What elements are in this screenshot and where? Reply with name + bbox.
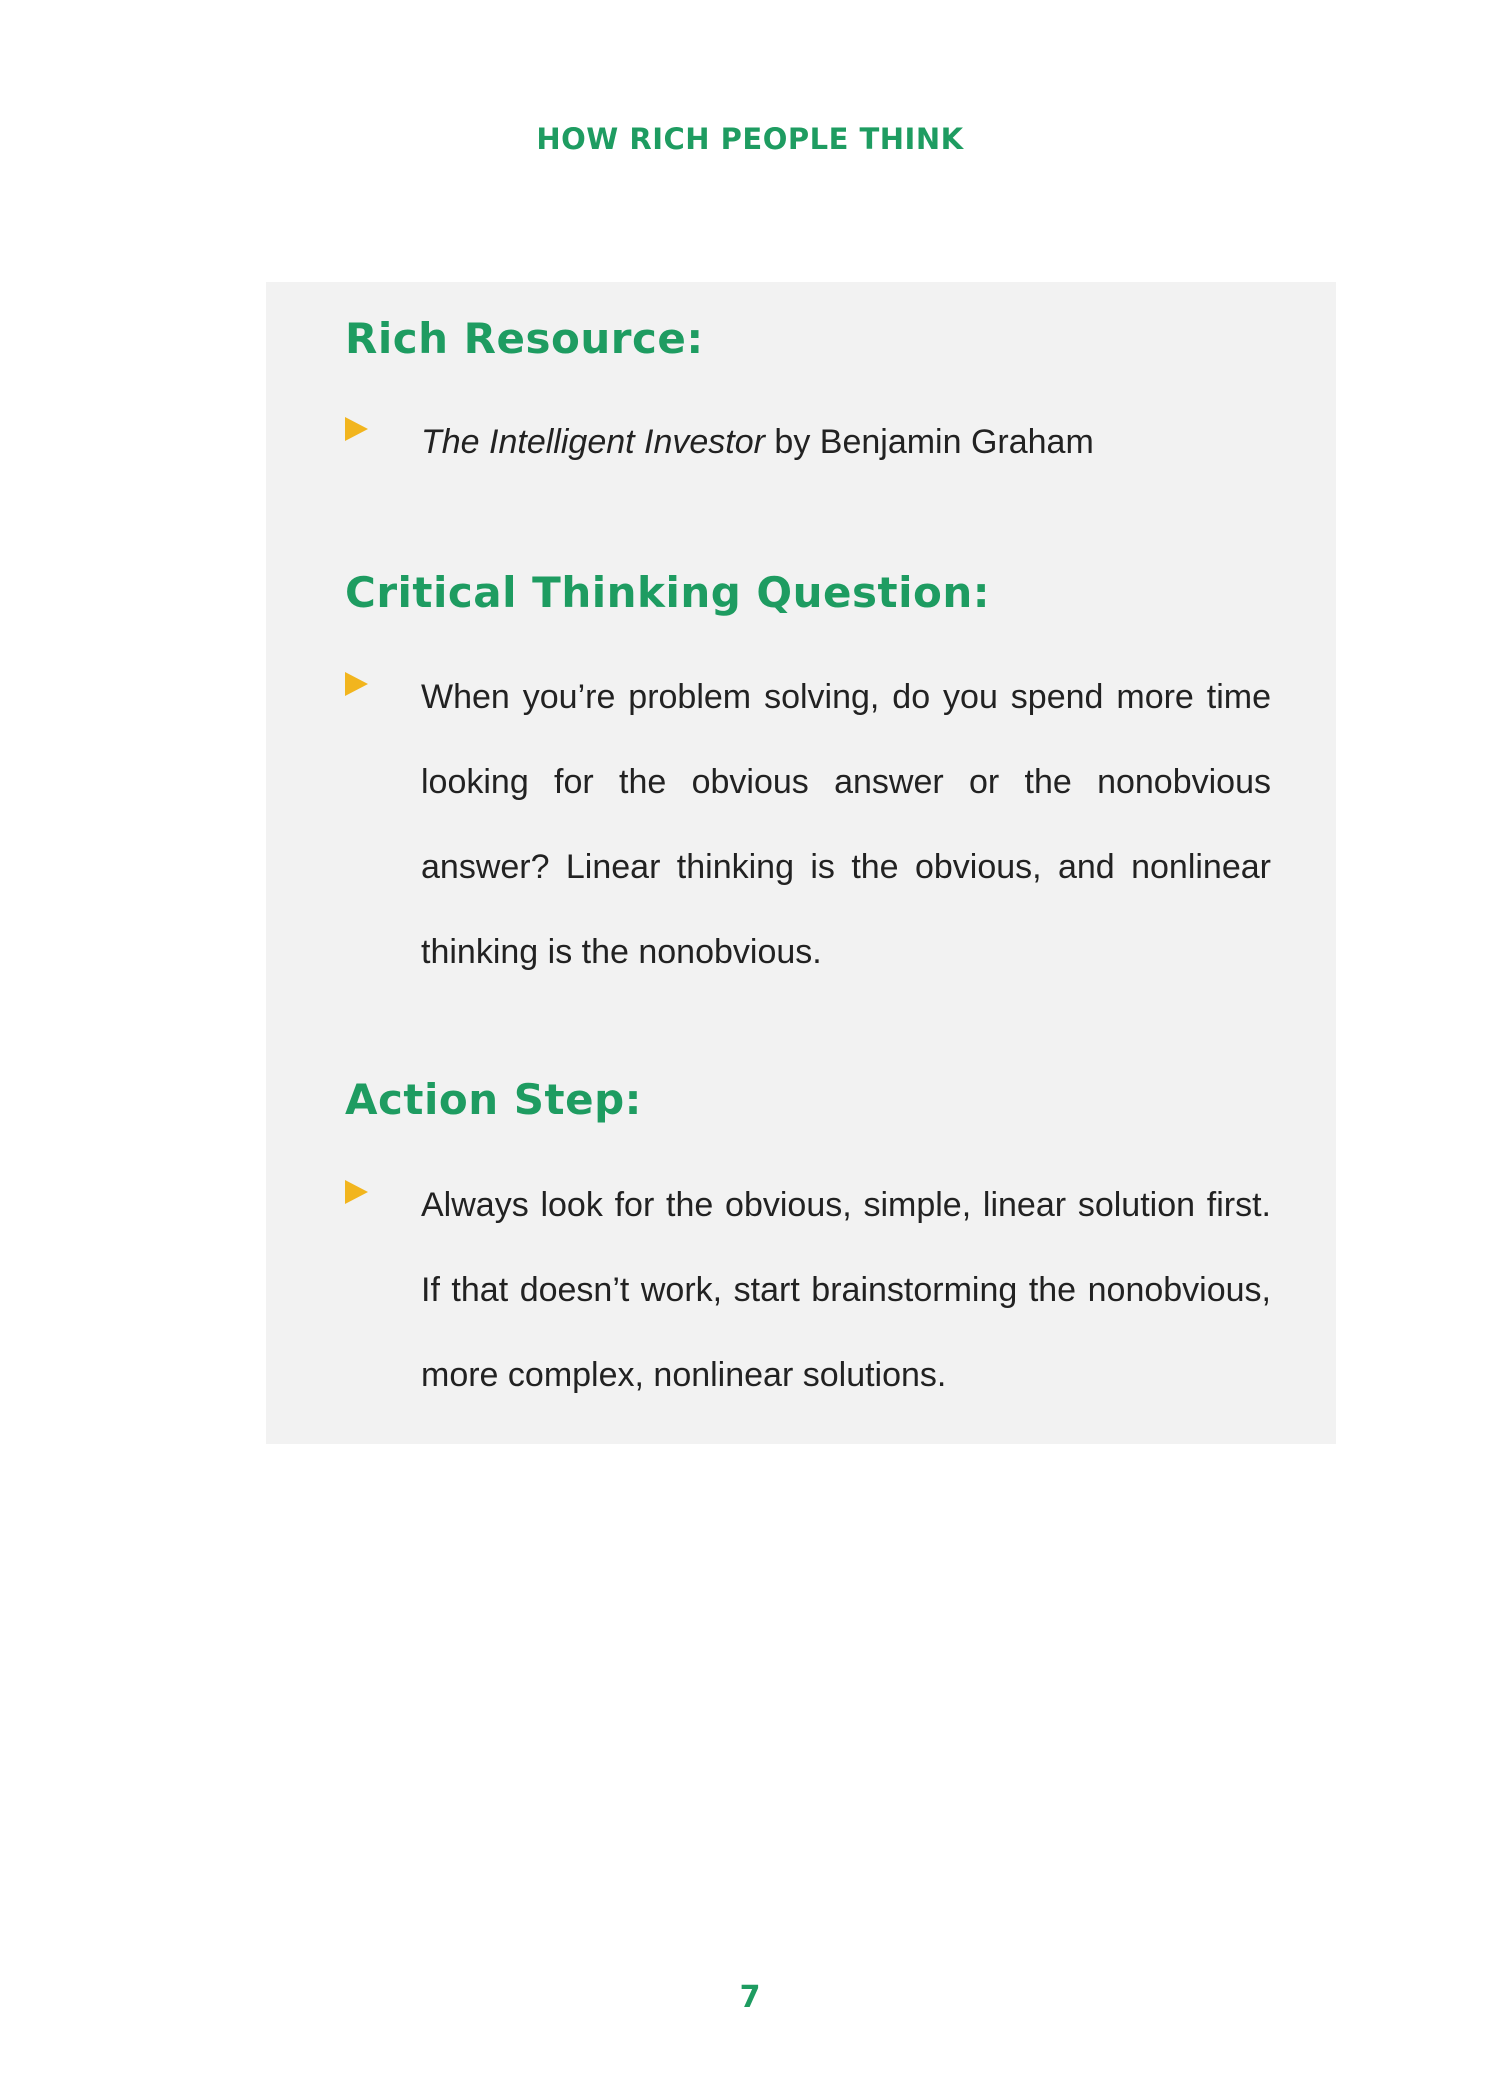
rich-resource-text bbox=[421, 400, 1271, 485]
action-step-heading: Action Step: bbox=[345, 1075, 642, 1124]
book-author: by Benjamin Graham bbox=[764, 423, 1094, 461]
triangle-bullet-icon bbox=[345, 672, 368, 696]
critical-thinking-heading: Critical Thinking Question: bbox=[345, 568, 991, 617]
rich-resource-heading: Rich Resource: bbox=[345, 314, 704, 363]
triangle-bullet-icon bbox=[345, 1180, 368, 1204]
book-title: The Intelligent Investor bbox=[421, 423, 765, 461]
action-step-text: Always look for the obvious, simple, linear solution first. If that doesn’t work, start brainstorming the nonobvious, more complex, nonlinear solutions. bbox=[421, 1186, 1271, 1394]
page-number: 7 bbox=[739, 1980, 761, 2015]
critical-thinking-text: When you’re problem solving, do you spend more time looking for the obvious answer or the nonobvious answer? Linear thinking is the obvious, and nonlinear thinking is the nonobvious. bbox=[421, 678, 1271, 971]
sidebar-box bbox=[266, 282, 1336, 1444]
running-header: HOW RICH PEOPLE THINK bbox=[536, 122, 964, 156]
triangle-bullet-icon bbox=[345, 417, 368, 441]
